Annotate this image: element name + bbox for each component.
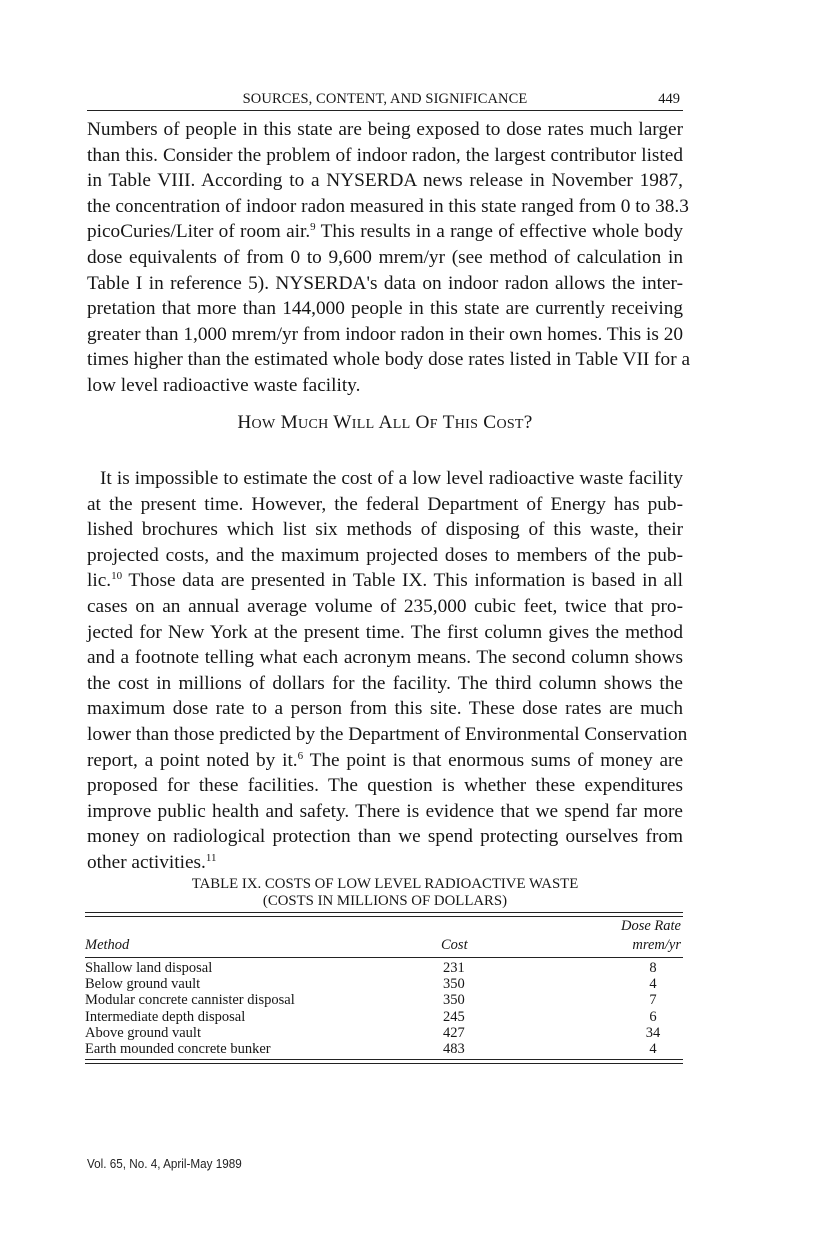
table-row <box>85 976 683 992</box>
table-row <box>85 1009 683 1025</box>
text-line <box>87 568 683 594</box>
table-row <box>85 992 683 1008</box>
text-segment: report, a point noted by it. <box>87 749 298 771</box>
cell-dose: 4 <box>649 1040 657 1057</box>
text-line <box>87 117 683 143</box>
cell-dose: 34 <box>645 1024 661 1041</box>
table-row <box>85 1025 683 1041</box>
text-segment: picoCuries/Liter of room air. <box>87 221 311 243</box>
text-segment: It is impossible to estimate the cost of a low level radioactive waste facility <box>100 468 683 489</box>
text-segment: and a footnote telling what each acronym means. The second column shows <box>87 647 683 669</box>
text-segment: low level radioactive waste facility. <box>87 374 361 396</box>
text-segment: money on radiological protection than we spend protecting ourselves from <box>87 826 683 848</box>
text-segment: greater than 1,000 mrem/yr from indoor radon in their own homes. This is 20 <box>87 323 683 345</box>
text-line <box>87 194 689 220</box>
cell-cost: 245 <box>443 1008 465 1025</box>
table-row <box>85 960 683 976</box>
cell-cost: 350 <box>443 976 465 993</box>
cell-cost: 231 <box>443 960 465 976</box>
table-row <box>85 1041 683 1057</box>
table-body <box>85 958 683 1059</box>
costs-table <box>85 912 683 1064</box>
cell-cost: 483 <box>443 1040 465 1057</box>
text-segment: jected for New York at the present time. The first column gives the method <box>87 621 683 643</box>
text-line <box>87 322 683 348</box>
text-segment: The point is that enormous sums of money are <box>303 749 684 771</box>
text-segment: Numbers of people in this state are being exposed to dose rates much larger <box>87 119 683 140</box>
text-segment: the cost in millions of dollars for the facility. The third column shows the <box>87 672 683 694</box>
text-segment: maximum dose rate to a person from this site. These dose rates are much <box>87 698 683 720</box>
text-segment: lished brochures which list six methods of disposing of this waste, their <box>87 519 683 541</box>
text-line <box>87 271 683 297</box>
table-caption-line-1: TABLE IX. COSTS OF LOW LEVEL RADIOACTIVE WASTE <box>191 876 579 892</box>
cell-method: Modular concrete cannister disposal <box>85 992 295 1009</box>
footnote-reference: 9 <box>310 221 316 234</box>
table-caption-line-2: (COSTS IN MILLIONS OF DOLLARS) <box>262 893 508 909</box>
cell-cost: 427 <box>443 1024 465 1041</box>
header-cost: Cost <box>441 937 468 953</box>
text-segment: lic. <box>87 570 112 592</box>
text-line <box>87 373 683 399</box>
text-line <box>87 245 683 271</box>
text-segment: Table I in reference 5). NYSERDA's data on indoor radon allows the inter- <box>87 272 683 294</box>
text-line <box>87 671 683 697</box>
text-line <box>87 466 683 492</box>
table-bottom-rule <box>85 1059 683 1064</box>
footer-citation: Vol. 65, No. 4, April-May 1989 <box>87 1156 242 1171</box>
section-heading: How Much Will All Of This Cost? <box>237 412 533 433</box>
table-header <box>85 917 683 957</box>
cell-dose: 7 <box>649 992 657 1009</box>
text-segment: lower than those predicted by the Department of Environmental Conservation <box>87 723 688 745</box>
text-line <box>87 696 683 722</box>
text-line <box>87 517 683 543</box>
text-line <box>87 143 683 169</box>
text-segment: improve public health and safety. There is evidence that we spend far more <box>87 800 683 822</box>
text-line <box>87 492 683 518</box>
text-segment: at the present time. However, the federal Department of Energy has pub- <box>87 493 683 515</box>
text-line <box>87 824 683 850</box>
text-segment: in Table VIII. According to a NYSERDA news release in November 1987, <box>87 170 683 192</box>
cell-method: Intermediate depth disposal <box>85 1008 246 1025</box>
header-method: Method <box>85 937 130 953</box>
text-line <box>87 219 683 245</box>
text-line <box>87 543 683 569</box>
paragraph-1 <box>87 117 690 399</box>
header-dose-rate: Dose Rate <box>621 918 681 934</box>
text-line <box>87 645 683 671</box>
cell-method: Shallow land disposal <box>85 960 213 976</box>
text-segment: proposed for these facilities. The question is whether these expenditures <box>87 775 683 797</box>
text-segment: This results in a range of effective whole body <box>315 221 683 243</box>
footnote-reference: 6 <box>297 749 304 762</box>
text-line <box>87 347 690 373</box>
text-segment: the concentration of indoor radon measured in this state ranged from 0 to 38.3 <box>87 195 689 217</box>
text-line <box>87 799 683 825</box>
cell-method: Above ground vault <box>85 1024 201 1041</box>
text-line <box>87 168 683 194</box>
running-title: SOURCES, CONTENT, AND SIGNIFICANCE <box>242 91 528 107</box>
text-line <box>87 722 688 748</box>
text-line <box>87 748 683 774</box>
text-segment: cases on an annual average volume of 235,000 cubic feet, twice that pro- <box>87 595 683 617</box>
paragraph-2 <box>87 466 688 876</box>
header-dose-unit: mrem/yr <box>632 937 681 953</box>
text-segment: dose equivalents of from 0 to 9,600 mrem/yr (see method of calculation in <box>87 246 683 268</box>
text-line <box>87 773 683 799</box>
text-line <box>87 296 683 322</box>
text-segment: other activities. <box>87 851 206 873</box>
text-line <box>87 850 683 876</box>
text-line <box>87 620 683 646</box>
cell-method: Below ground vault <box>85 976 201 993</box>
cell-dose: 6 <box>649 1008 657 1025</box>
text-segment: pretation that more than 144,000 people in this state are currently receiving <box>87 298 683 320</box>
footnote-reference: 11 <box>205 851 217 864</box>
cell-method: Earth mounded concrete bunker <box>85 1040 271 1057</box>
running-header <box>87 90 683 111</box>
text-segment: than this. Consider the problem of indoor radon, the largest contributor listed <box>87 144 683 166</box>
text-line <box>87 594 683 620</box>
cell-cost: 350 <box>443 992 465 1009</box>
footnote-reference: 10 <box>111 570 123 583</box>
text-segment: times higher than the estimated whole body dose rates listed in Table VII for a <box>87 349 690 371</box>
cell-dose: 4 <box>649 976 657 993</box>
text-segment: projected costs, and the maximum projected doses to members of the pub- <box>87 544 683 566</box>
page-number: 449 <box>658 91 680 107</box>
cell-dose: 8 <box>649 960 657 976</box>
text-segment: Those data are presented in Table IX. This information is based in all <box>122 570 683 592</box>
